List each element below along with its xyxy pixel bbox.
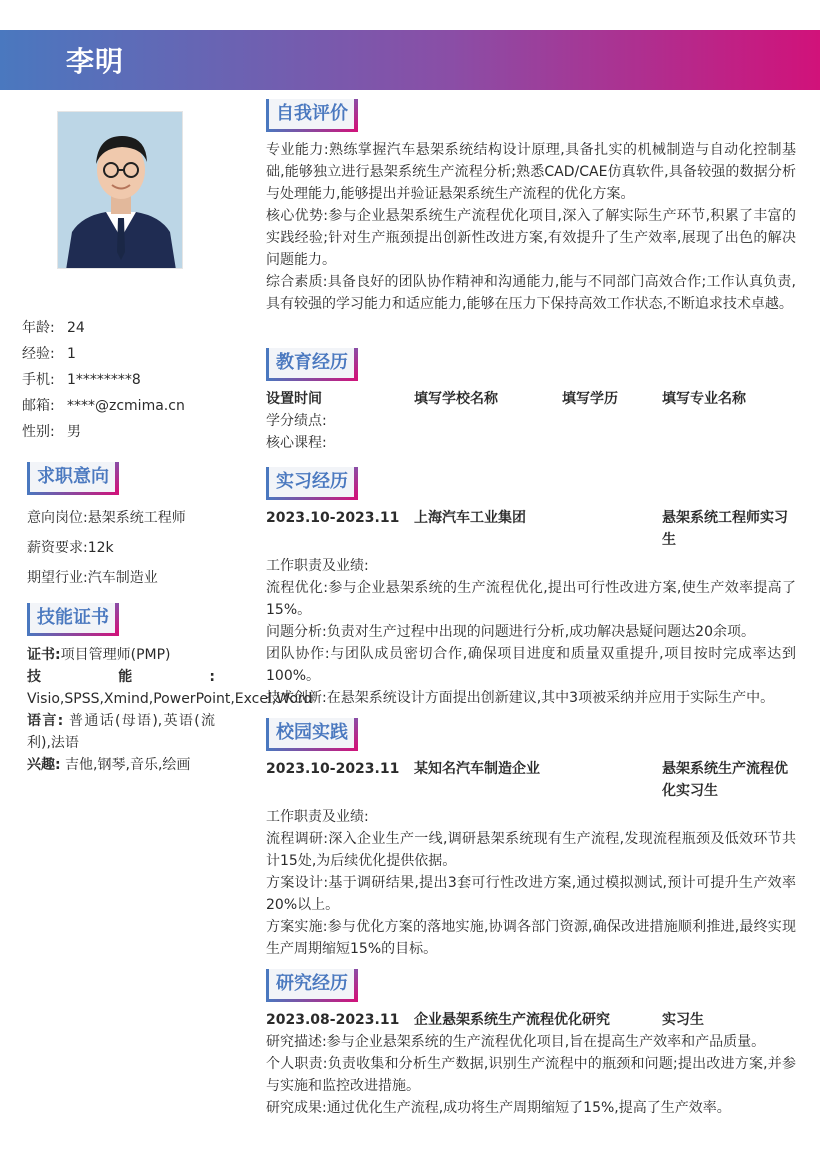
self-evaluation: 专业能力:熟练掌握汽车悬架系统结构设计原理,具备扎实的机械制造与自动化控制基础,能够独立进行悬架系统生产流程分析;熟悉CAD/CAE仿真软件,具备较强的数据分析与处理能力,能够提出并验证悬架系统生产流程的优化方案。 核心优势:参与企业悬架系统生产流程优化项目,深入了解实际生产环节,积累了丰富的实践经验;针对生产瓶颈提出创新性改进方案,有效提升了生产效率,展现了出色的解决问题能力。 综合素质:具备良好的团队协作精神和沟通能力,能与不同部门高效合作;工作认真负责,具有较强的学习能力和适应能力,能够在压力下保持高效工作状态,不断追求技术卓越。 (266, 142, 796, 312)
info-age: 年龄: 24 (22, 320, 85, 336)
skill-software: 技能: Visio,SPSS,Xmind,PowerPoint,Excel,Word (27, 669, 313, 707)
header-banner (0, 30, 820, 90)
section-title-intern: 实习经历 (266, 467, 354, 497)
research-entry: 2023.08-2023.11 企业悬架系统生产流程优化研究 实习生 研究描述:参与企业悬架系统的生产流程优化项目,旨在提高生产效率和产品质量。 个人职责:负责收集和分析生产数据,识别生产流程中的瓶颈和问题;提出改进方案,并参与实施和监控改进措施。 研究成果:通过优化生产流程,成功将生产周期缩短了15%,提高了生产效率。 (266, 1012, 796, 1116)
info-phone: 手机: 1********8 (22, 372, 141, 388)
skill-certificate: 证书:项目管理师(PMP) (27, 647, 171, 663)
section-title-campus: 校园实践 (266, 718, 354, 748)
section-title-intent: 求职意向 (27, 462, 115, 494)
campus-entry: 2023.10-2023.11 某知名汽车制造企业 悬架系统生产流程优化实习生 工作职责及业绩: 流程调研:深入企业生产一线,调研悬架系统现有生产流程,发现流程瓶颈及低效环节共计15处,为后续优化提供依据。 方案设计:基于调研结果,提出3套可行性改进方案,通过模拟测试,预计可提升生产效率20%以上。 方案实施:参与优化方案的落地实施,协调各部门资源,确保改进措施顺利推进,最终实现生产周期缩短15%的目标。 (266, 761, 796, 957)
section-title-self: 自我评价 (266, 99, 354, 129)
skill-hobby: 兴趣: 吉他,钢琴,音乐,绘画 (27, 757, 191, 773)
info-experience: 经验: 1 (22, 346, 76, 362)
section-title-skills: 技能证书 (27, 603, 115, 635)
section-title-research: 研究经历 (266, 969, 354, 999)
job-intent (27, 508, 227, 598)
profile-photo (57, 111, 183, 269)
section-title-education: 教育经历 (266, 348, 354, 378)
candidate-name: 李明 (66, 45, 125, 78)
skill-language: 语言: 普通话(母语),英语(流利),法语 (27, 713, 215, 751)
info-gender: 性别: 男 (22, 424, 81, 440)
intern-entry: 2023.10-2023.11 上海汽车工业集团 悬架系统工程师实习生 工作职责及业绩: 流程优化:参与企业悬架系统的生产流程优化,提出可行性改进方案,使生产效率提高了15%。 问题分析:负责对生产过程中出现的问题进行分析,成功解决悬疑问题达20余项。 团队协作:与团队成员密切合作,确保项目进度和质量双重提升,项目按时完成率达到100%。 技术创新:在悬架系统设计方面提出创新建议,其中3项被采纳并应用于实际生产中。 (266, 510, 796, 706)
intent-salary: 薪资要求:12k (27, 540, 114, 556)
basic-info (22, 315, 222, 445)
intent-industry: 期望行业:汽车制造业 (27, 570, 158, 586)
info-email: 邮箱: ****@zcmima.cn (22, 398, 185, 414)
education-entry: 设置时间 填写学校名称 填写学历 填写专业名称 学分绩点: 核心课程: (266, 391, 746, 451)
intent-position: 意向岗位:悬架系统工程师 (27, 510, 186, 526)
